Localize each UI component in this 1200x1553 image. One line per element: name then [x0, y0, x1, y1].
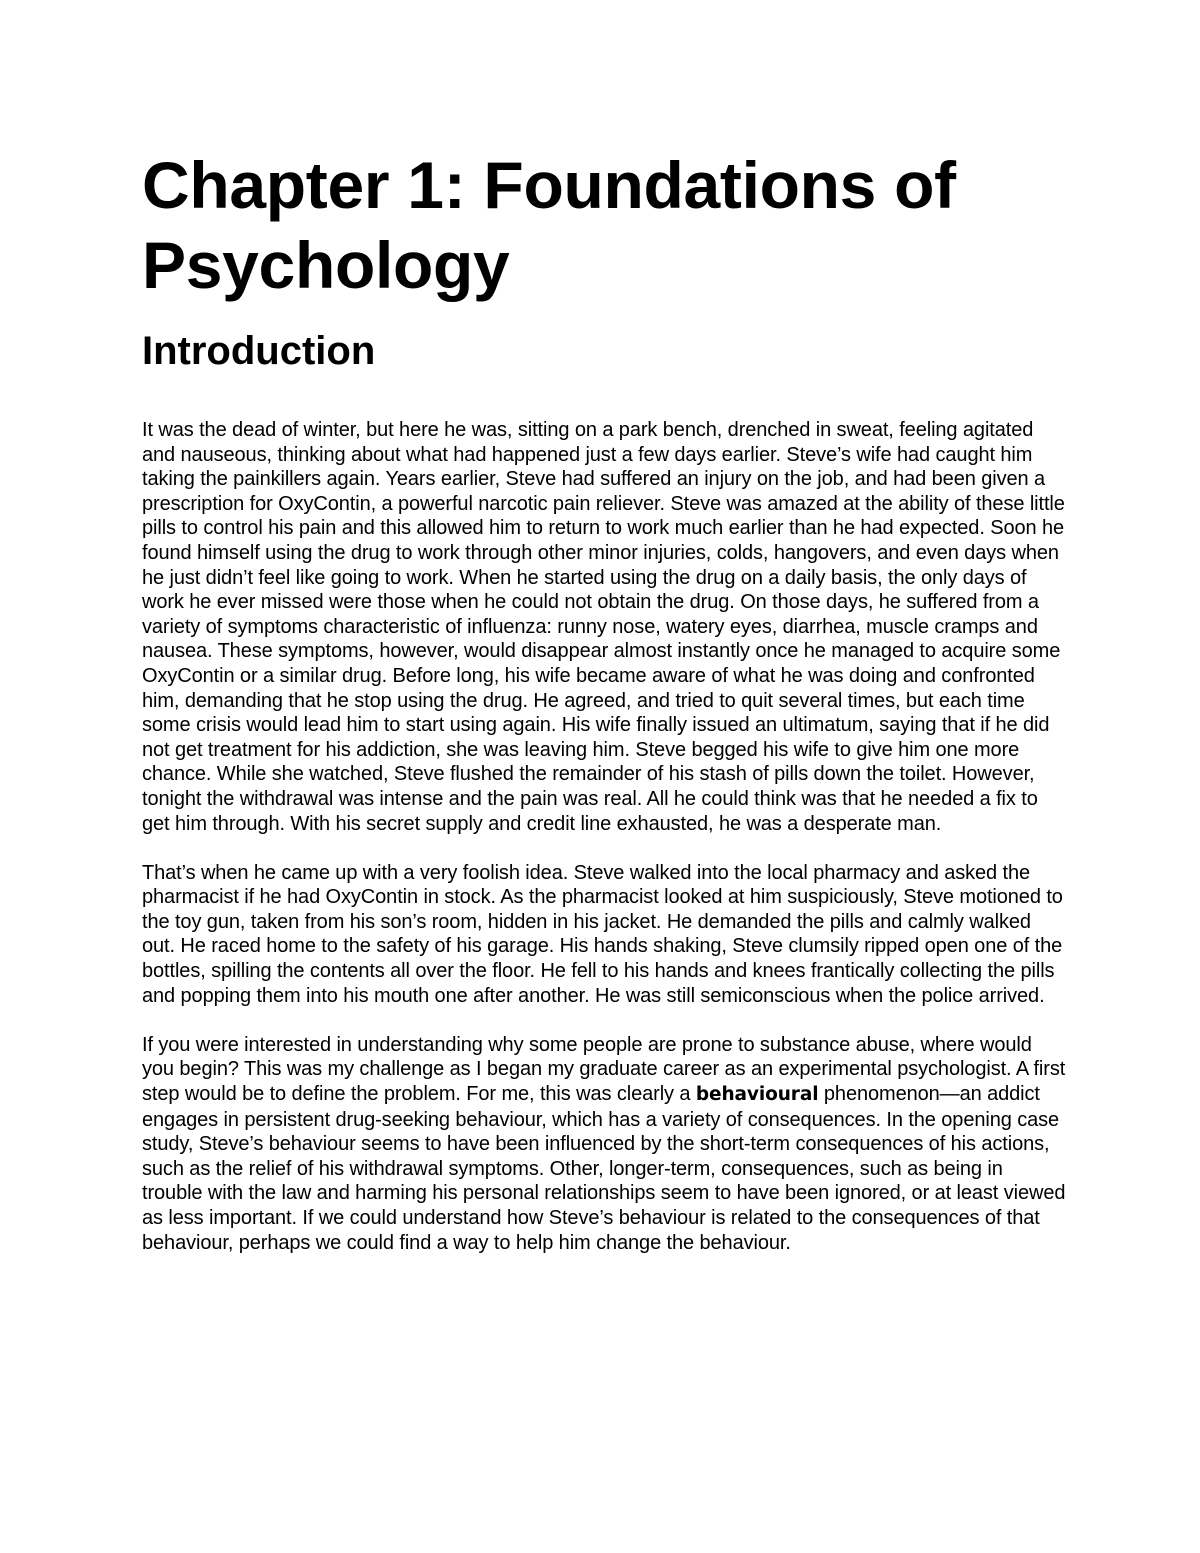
paragraph-3-text-after: phenomenon—an addict engages in persistent drug-seeking behaviour, which has a variety of consequences. In the opening case study, Steve’s behaviour seems to have been influenced by the short-term consequences of his actions, such as the relief of his withdrawal symptoms. Other, longer-term, consequences, such as being in trouble with the law and harming his personal relationships seem to have been ignored, or at least viewed as less important. If we could understand how Steve’s behaviour is related to the consequences of that behaviour, perhaps we could find a way to help him change the behaviour.	[142, 1083, 1066, 1254]
paragraph-2: That’s when he came up with a very foolish idea. Steve walked into the local pharmacy and asked the pharmacist if he had OxyContin in stock. As the pharmacist looked at him suspiciously, Steve motioned to the toy gun, taken from his son’s room, hidden in his jacket. He demanded the pills and calmly walked out. He raced home to the safety of his garage. His hands shaking, Steve clumsily ripped open one of the bottles, spilling the contents all over the floor. He fell to his hands and knees frantically collecting the pills and popping them into his mouth one after another. He was still semiconscious when the police arrived.	[142, 861, 1063, 1007]
paragraph-1: It was the dead of winter, but here he was, sitting on a park bench, drenched in sweat, feeling agitated and nauseous, thinking about what had happened just a few days earlier. Steve’s wife had caught him taking the painkillers again. Years earlier, Steve had suffered an injury on the job, and had been given a prescription for OxyContin, a powerful narcotic pain reliever. Steve was amazed at the ability of these little pills to control his pain and this allowed him to return to work much earlier than he had expected. Soon he found himself using the drug to work through other minor injuries, colds, hangovers, and even days when he just didn’t feel like going to work. When he started using the drug on a daily basis, the only days of work he ever missed were those when he could not obtain the drug. On those days, he suffered from a variety of symptoms characteristic of influenza: runny nose, watery eyes, diarrhea, muscle cramps and nausea. These symptoms, however, would disappear almost instantly once he managed to acquire some OxyContin or a similar drug. Before long, his wife became aware of what he was doing and confronted him, demanding that he stop using the drug. He agreed, and tried to quit several times, but each time some crisis would lead him to start using again. His wife finally issued an ultimatum, saying that if he did not get treatment for his addiction, she was leaving him. Steve begged his wife to give him one more chance. While she watched, Steve flushed the remainder of his stash of pills down the toilet. However, tonight the withdrawal was intense and the pain was real. All he could think was that he needed a fix to get him through. With his secret supply and credit line exhausted, he was a desperate man.	[142, 419, 1065, 835]
section-heading-introduction: Introduction	[142, 329, 376, 373]
paragraph-3	[142, 1033, 1067, 1255]
key-term-behavioural: behavioural	[695, 1084, 819, 1106]
paragraph-3-text-before: If you were interested in understanding why some people are prone to substance abuse, where would you begin? This was my challenge as I began my graduate career as an experimental psychologist. A first step would be to define the problem. For me, this was clearly a	[142, 1033, 1066, 1106]
chapter-title: Chapter 1: Foundations of Psychology	[142, 148, 956, 302]
document-page	[142, 145, 1072, 1280]
body-text	[142, 418, 1072, 1255]
